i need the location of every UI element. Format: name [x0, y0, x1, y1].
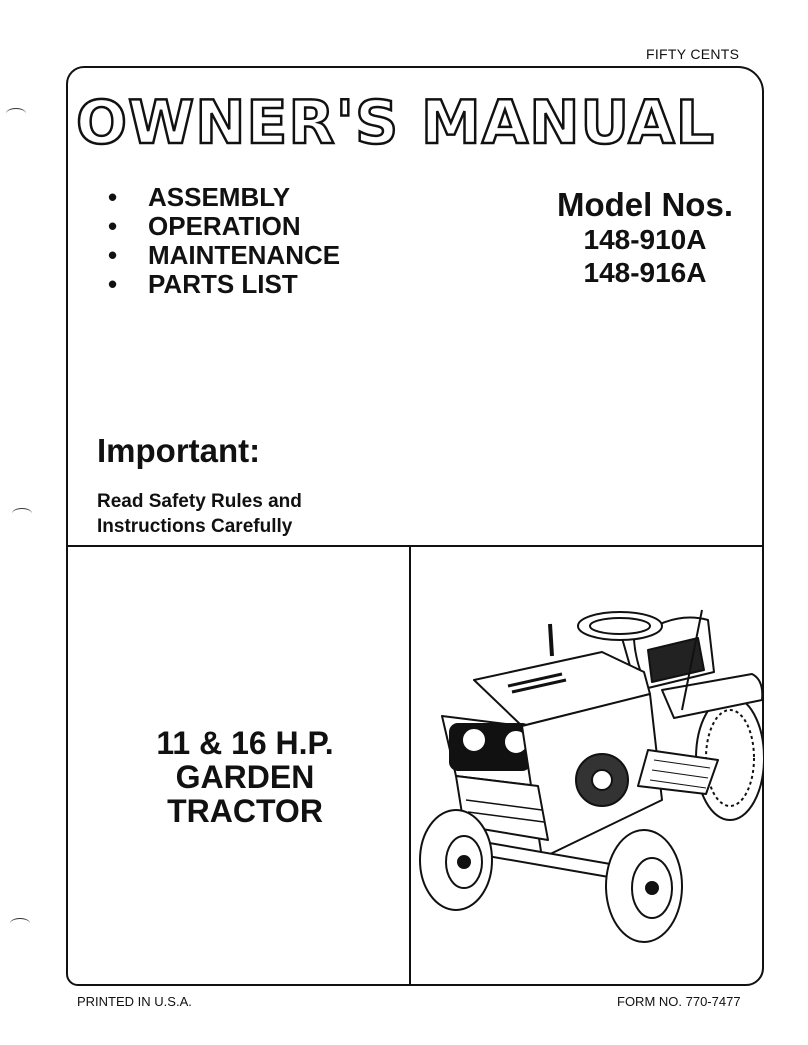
product-description	[120, 726, 370, 828]
bullet-icon: •	[108, 182, 118, 212]
binder-mark	[12, 508, 32, 519]
contents-item	[108, 269, 298, 299]
important-heading: Important:	[97, 432, 261, 469]
contents-item	[108, 211, 301, 241]
model-block	[540, 186, 750, 289]
contents-item-label: PARTS LIST	[148, 269, 298, 299]
contents-item	[108, 240, 340, 270]
product-line: GARDEN	[175, 759, 315, 795]
bullet-icon: •	[108, 211, 118, 241]
bullet-icon: •	[108, 269, 118, 299]
contents-item	[108, 182, 290, 212]
model-number: 148-916A	[583, 257, 707, 288]
product-line: TRACTOR	[167, 793, 323, 829]
tractor-icon	[420, 610, 764, 942]
horizontal-divider	[67, 545, 763, 547]
price-label: FIFTY CENTS	[646, 46, 740, 62]
safety-notice	[97, 489, 302, 539]
vertical-divider	[409, 546, 411, 984]
bullet-icon: •	[108, 240, 118, 270]
safety-notice-line: Instructions Carefully	[97, 516, 293, 537]
contents-item-label: OPERATION	[148, 211, 301, 241]
printed-in-label: PRINTED IN U.S.A.	[77, 994, 192, 1009]
model-heading: Model Nos.	[556, 186, 733, 223]
contents-item-label: ASSEMBLY	[148, 182, 291, 212]
contents-item-label: MAINTENANCE	[148, 240, 341, 270]
form-number: FORM NO. 770-7477	[617, 994, 741, 1009]
manual-title: OWNER'S MANUAL	[76, 88, 715, 158]
product-line: 11 & 16 H.P.	[156, 725, 334, 761]
tractor-illustration	[412, 590, 764, 950]
binder-mark	[6, 108, 26, 119]
safety-notice-line: Read Safety Rules and	[97, 491, 302, 512]
binder-mark	[10, 918, 30, 929]
model-number: 148-910A	[583, 224, 707, 255]
